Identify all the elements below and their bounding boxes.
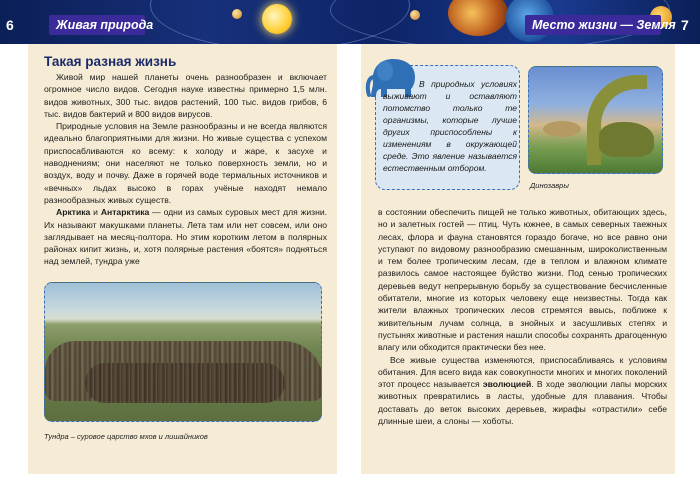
tundra-photo [44, 282, 322, 422]
conjunction: и [90, 207, 101, 218]
right-section-title: Место жизни — Земля [525, 15, 661, 35]
callout-paragraph: В природных условиях выживают и оставляют потомство только те организмы, которые лучше других приспособлены к изменениям в окружающей среде. Это явление называется естественным отбором. [383, 79, 517, 173]
page-heading: Такая разная жизнь [44, 54, 177, 69]
paragraph: Живой мир нашей планеты очень разнообразен и включает огромное число видов. Сегодня науке известны примерно 1,5 млн. видов животных, 300 тыс. видов растений, 100 тыс. видов грибов, 6 тыс. видов бактерий и 800 видов вирусов. [44, 72, 327, 119]
sun-icon [262, 4, 292, 34]
paragraph [44, 206, 327, 267]
paragraph-text: — одни из самых суровых мест для жизни. Их называют макушками планеты. Лета там или нет совсем, или оно заглядывает на месяц-полтора. Но этим коротким летом в полярных районах кипит жизнь, и, хотя полярные растения «боятся» подняться над землей, тундра уже [44, 207, 328, 267]
planet-icon [232, 9, 242, 19]
left-body-text [44, 71, 327, 268]
paragraph: в состоянии обеспечить пищей не только животных, обитающих здесь, но и залетных гостей — птиц. Чуть южнее, в самых северных таежных лесах, флора и фауна становятся гораздо богаче, но все равно они уступают по видовому разнообразию смешанным, широколиственным и тем более тропическим лесам, где в теплом и влажном климате развилось самое настоящее буйство жизни. Под сенью тропических деревьев ведут непрерывную борьбу за существование бесчисленные обитатели, многие из которых человеку еще неизвестны. Тогда как жители влажных тропических лесов стремятся ввысь, поближе к живительным лучам солнца, в знойных и засушливых степях и пустынях животные и растения нашли способы сохранять драгоценную влагу или обходится практически без нее. [378, 207, 667, 353]
paragraph-text: Все живые существа изменяются, приспосабливаясь к условиям обитания. Для всего вида как совокупности многих и многих поколений этот процесс называется [378, 354, 667, 390]
dinosaur-figure [543, 121, 581, 137]
dinosaur-caption: Динозавры [530, 181, 569, 190]
paragraph-text: . В ходе эволюции лапы морских животных превратились в ласты, удобные для плавания. Чтобы доставать до веток высоких деревьев, жирафы «отрастили» себе длинные шеи, а слоны — хоботы. [378, 379, 667, 427]
planet-icon [410, 10, 420, 20]
tundra-caption: Тундра – суровое царство мхов и лишайников [44, 432, 208, 441]
right-body-text [378, 206, 667, 427]
page-bottom-edge [0, 474, 700, 481]
term-antarctic: Антарктика [100, 207, 150, 218]
left-page-number: 6 [6, 17, 14, 33]
term-arctic: Арктика [56, 207, 91, 218]
right-page-number: 7 [681, 17, 689, 33]
term-evolution: эволюцией [482, 379, 532, 390]
dinosaur-figure [599, 122, 654, 157]
paragraph [378, 354, 667, 428]
callout-text [383, 78, 517, 174]
dinosaur-photo [528, 66, 663, 174]
left-section-title: Живая природа [49, 15, 145, 35]
left-margin [0, 44, 28, 474]
reindeer-herd [85, 363, 285, 403]
paragraph: Природные условия на Земле разнообразны и не всегда являются идеально благоприятными для жизни. Но живые существа с успехом приспосабливаются ко всему: к холоду и жаре, к засухе и наводнениям; они населяют не только поверхность земли, но и воздух, воду и почву. Даже в горячей воде термальных источников и «вечных» льдах высоко в горах учёные находят немало разнообразных живых существ. [44, 121, 327, 205]
